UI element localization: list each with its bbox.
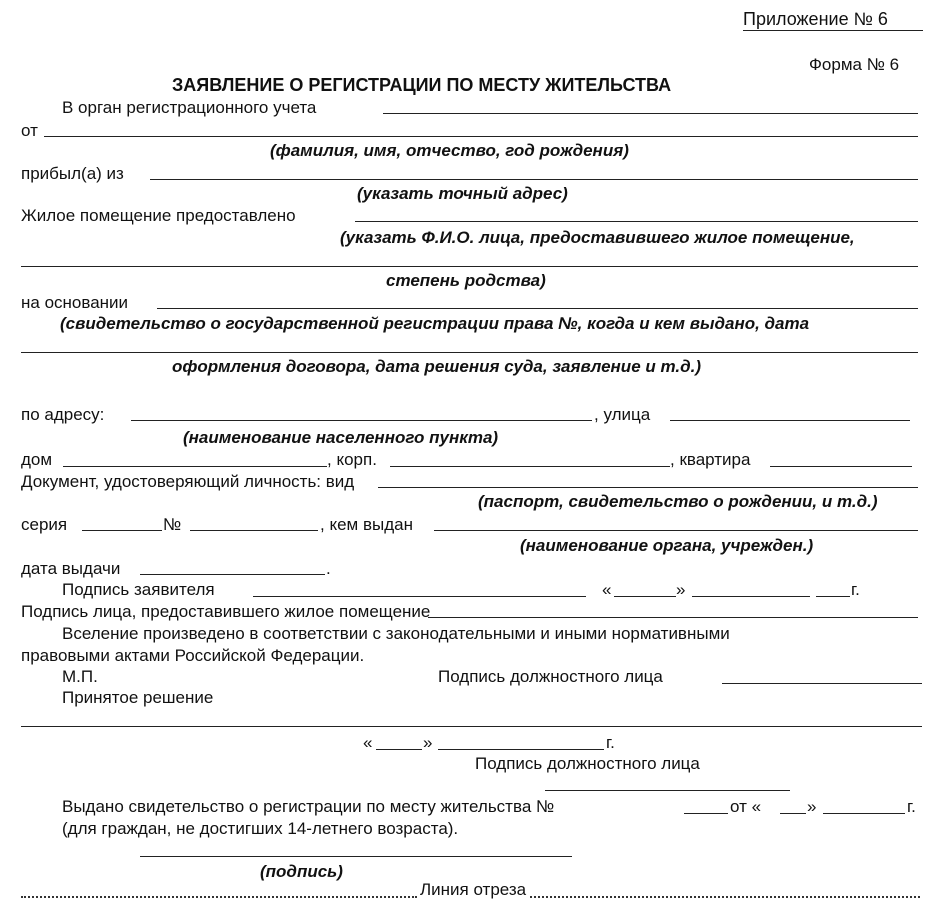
from-hint: (фамилия, имя, отчество, год рождения) — [270, 141, 629, 160]
applicant-signature-field[interactable] — [253, 596, 586, 597]
age-note: (для граждан, не достигших 14-летнего возраста). — [62, 819, 459, 838]
organ-field[interactable] — [383, 113, 918, 114]
appendix-underline — [743, 30, 923, 31]
certificate-from: от « — [730, 797, 762, 816]
year-suffix: г. — [851, 580, 860, 599]
provided-field[interactable] — [355, 221, 918, 222]
compliance-line-2: правовыми актами Российской Федерации. — [21, 646, 365, 665]
quote-open: « — [602, 580, 612, 599]
from-field[interactable] — [44, 136, 918, 137]
provided-label: Жилое помещение предоставлено — [21, 206, 296, 225]
street-field[interactable] — [670, 420, 910, 421]
apartment-field[interactable] — [770, 466, 912, 467]
certificate-number-field[interactable] — [684, 813, 728, 814]
series-label: серия — [21, 515, 68, 534]
certificate-close-quote: » — [807, 797, 817, 816]
decision-year-suffix: г. — [606, 733, 615, 752]
provider-signature-field[interactable] — [428, 617, 918, 618]
series-field[interactable] — [82, 530, 162, 531]
signature-field[interactable] — [140, 856, 572, 857]
appendix-label: Приложение № 6 — [743, 9, 888, 29]
building-label: , корп. — [327, 450, 377, 469]
decision-quote-close: » — [423, 733, 433, 752]
decision-field[interactable] — [21, 726, 922, 727]
provided-hint-1: (указать Ф.И.О. лица, предоставившего жилое помещение, — [340, 228, 855, 247]
issue-date-field[interactable] — [140, 574, 325, 575]
house-field[interactable] — [63, 466, 327, 467]
cut-line-right — [530, 896, 920, 898]
id-doc-field[interactable] — [378, 487, 918, 488]
doc-number-field[interactable] — [190, 530, 318, 531]
certificate-month-field[interactable] — [823, 813, 905, 814]
organ-label: В орган регистрационного учета — [62, 98, 317, 117]
document-title: ЗАЯВЛЕНИЕ О РЕГИСТРАЦИИ ПО МЕСТУ ЖИТЕЛЬСТВА — [172, 75, 672, 95]
number-label: № — [163, 515, 182, 534]
applicant-day-field[interactable] — [614, 596, 676, 597]
issue-date-end: . — [326, 559, 331, 578]
issued-by-hint: (наименование органа, учрежден.) — [520, 536, 814, 555]
issued-by-label: , кем выдан — [320, 515, 413, 534]
official-signature-label-2: Подпись должностного лица — [475, 754, 700, 773]
basis-field[interactable] — [157, 308, 918, 309]
issue-date-label: дата выдачи — [21, 559, 121, 578]
street-label: , улица — [594, 405, 651, 424]
certificate-text: Выдано свидетельство о регистрации по месту жительства № — [62, 797, 555, 816]
form-number: Форма № 6 — [809, 55, 900, 74]
provided-hint-2: степень родства) — [386, 271, 546, 290]
building-field[interactable] — [390, 466, 670, 467]
decision-label: Принятое решение — [62, 688, 214, 707]
applicant-month-field[interactable] — [692, 596, 810, 597]
official-signature-field-2[interactable] — [545, 790, 790, 791]
address-label: по адресу: — [21, 405, 105, 424]
official-signature-label: Подпись должностного лица — [438, 667, 663, 686]
basis-hint-2: оформления договора, дата решения суда, заявление и т.д.) — [172, 357, 701, 376]
from-label: от — [21, 121, 38, 140]
signature-hint: (подпись) — [260, 862, 343, 881]
applicant-year-field[interactable] — [816, 596, 850, 597]
applicant-signature-label: Подпись заявителя — [62, 580, 215, 599]
cut-line-left — [21, 896, 417, 898]
cut-line-label: Линия отреза — [420, 880, 527, 899]
id-doc-hint: (паспорт, свидетельство о рождении, и т.д.) — [478, 492, 878, 511]
arrived-label: прибыл(а) из — [21, 164, 124, 183]
quote-close: » — [676, 580, 686, 599]
certificate-day-field[interactable] — [780, 813, 806, 814]
basis-hint-1: (свидетельство о государственной регистрации права №, когда и кем выдано, дата — [60, 314, 810, 333]
id-doc-label: Документ, удостоверяющий личность: вид — [21, 472, 355, 491]
decision-day-field[interactable] — [376, 749, 422, 750]
locality-hint: (наименование населенного пункта) — [183, 428, 499, 447]
house-label: дом — [21, 450, 53, 469]
locality-field[interactable] — [131, 420, 592, 421]
arrived-field[interactable] — [150, 179, 918, 180]
issued-by-field[interactable] — [434, 530, 918, 531]
arrived-hint: (указать точный адрес) — [357, 184, 568, 203]
stamp-label: М.П. — [62, 667, 98, 686]
basis-label: на основании — [21, 293, 129, 312]
apartment-label: , квартира — [670, 450, 751, 469]
decision-quote-open: « — [363, 733, 373, 752]
official-signature-field[interactable] — [722, 683, 922, 684]
compliance-line-1: Вселение произведено в соответствии с законодательными и иными нормативными — [62, 624, 730, 643]
certificate-year-suffix: г. — [907, 797, 916, 816]
provider-signature-label: Подпись лица, предоставившего жилое помещение — [21, 602, 431, 621]
decision-month-field[interactable] — [438, 749, 604, 750]
basis-field-2[interactable] — [21, 352, 918, 353]
provided-field-2[interactable] — [21, 266, 918, 267]
